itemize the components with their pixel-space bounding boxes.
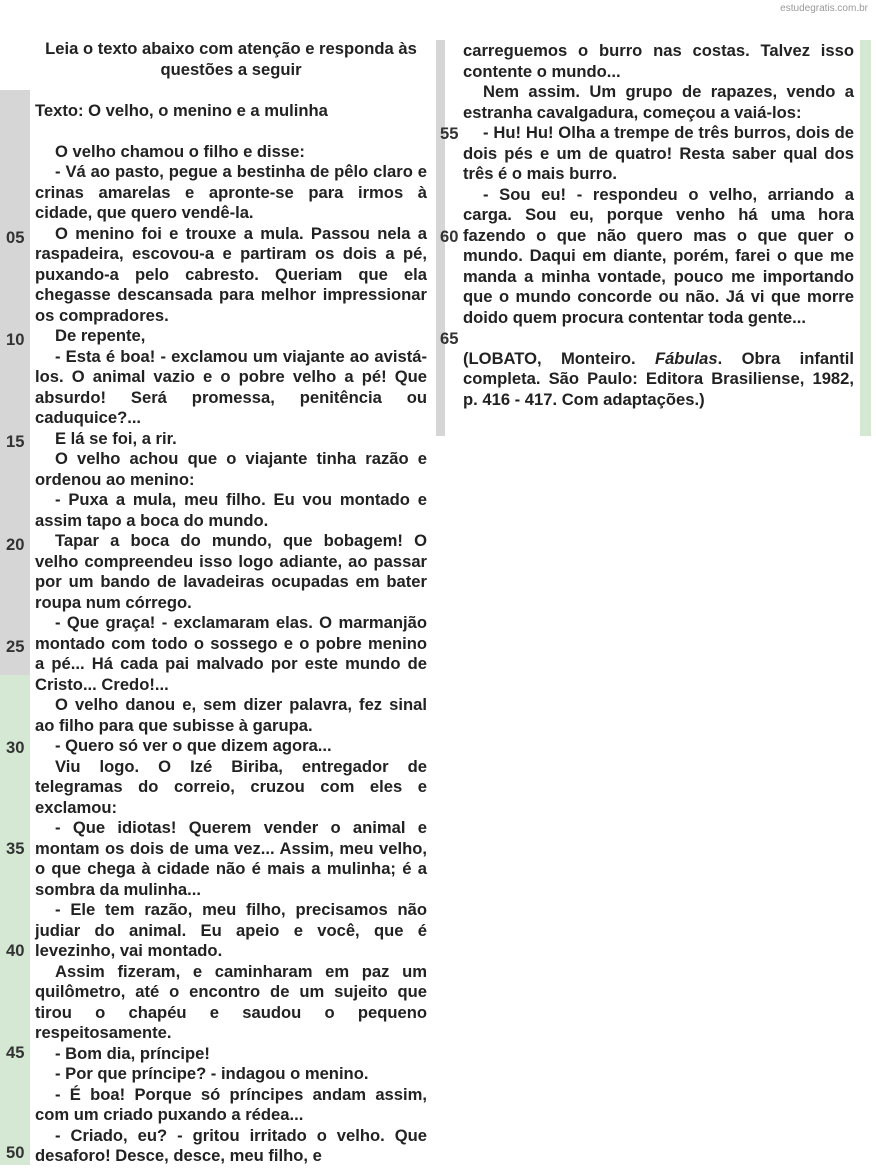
paragraph: - Criado, eu? - gritou irritado o velho. Que desaforo! Desce, desce, meu filho, e: [35, 1125, 427, 1165]
paragraph: - Que graça! - exclamaram elas. O marmanjão montado com todo o sossego e o pobre menino a pé... Há cada pai malvado por este mundo de Cristo... Credo!...: [35, 613, 427, 694]
paragraph: - Sou eu! - respondeu o velho, arriando a carga. Sou eu, porque venho há uma hora fazendo o que não quero mas o que quer o mundo. Daqui em diante, porém, farei o que me manda a minha vontade, pouco me importando que o mundo concorde ou não. Já vi que morre doido quem procura contentar toda gente...: [463, 184, 854, 327]
paragraph: - Esta é boa! - exclamou um viajante ao avistá-los. O animal vazio e o pobre velho a pé! Que absurdo! Será promessa, penitência ou caduquice?...: [35, 346, 427, 427]
line-number: 35: [6, 839, 25, 858]
paragraph: Nem assim. Um grupo de rapazes, vendo a estranha cavalgadura, começou a vaiá-los:: [463, 82, 854, 122]
right-column: [463, 41, 854, 410]
paragraph: O velho chamou o filho e disse:: [55, 141, 305, 161]
line-number: 30: [6, 738, 25, 757]
line-number: 20: [6, 535, 25, 554]
left-column: [35, 39, 427, 1167]
paragraph: Assim fizeram, e caminharam em paz um quilômetro, até o encontro de um sujeito que tirou o chapéu e saudou o pequeno respeitosamente.: [35, 961, 427, 1042]
line-number: 45: [6, 1043, 25, 1062]
text-title: Texto: O velho, o menino e a mulinha: [35, 100, 328, 120]
line-number: 55: [440, 124, 459, 143]
line-number: 50: [6, 1143, 25, 1162]
paragraph: O menino foi e trouxe a mula. Passou nela a raspadeira, escovou-a e partiram os dois a pé, puxando-a pelo cabresto. Queriam que ela chegasse descansada para melhor impressionar os compradores.: [35, 223, 427, 325]
paragraph: Viu logo. O Izé Biriba, entregador de telegramas do correio, cruzou com eles e exclamou:: [35, 756, 427, 817]
watermark: estudegratis.com.br: [780, 3, 868, 14]
paragraph: Tapar a boca do mundo, que bobagem! O velho compreendeu isso logo adiante, ao passar por um bando de lavadeiras ocupadas em bater roupa num córrego.: [35, 531, 427, 612]
paragraph: - Por que príncipe? - indagou o menino.: [55, 1064, 369, 1083]
paragraph: - Ele tem razão, meu filho, precisamos não judiar do animal. Eu apeio e você, que é levezinho, vai montado.: [35, 900, 427, 960]
line-number: 05: [6, 228, 25, 247]
right-green-bar: [860, 40, 871, 436]
paragraph: O velho danou e, sem dizer palavra, fez sinal ao filho para que subisse à garupa.: [35, 695, 427, 735]
citation-details: . Obra infantil completa. São Paulo: Editora Brasiliense, 1982, p. 416 - 417. Com adaptações.): [463, 348, 854, 409]
paragraph: - É boa! Porque só príncipes andam assim, com um criado puxando a rédea...: [35, 1084, 427, 1124]
paragraph: - Puxa a mula, meu filho. Eu vou montado e assim tapo a boca do mundo.: [35, 490, 427, 530]
paragraph: carreguemos o burro nas costas. Talvez isso contente o mundo...: [463, 41, 854, 81]
left-gray-bar: [0, 90, 30, 675]
line-number: 65: [440, 329, 459, 348]
paragraph: - Quero só ver o que dizem agora...: [55, 736, 332, 755]
paragraph: - Que idiotas! Querem vender o animal e montam os dois de uma vez... Assim, meu velho, o que chega à cidade não é mais a mulinha; é a sombra da mulinha...: [35, 818, 427, 899]
paragraph: De repente,: [55, 326, 146, 345]
paragraph: - Hu! Hu! Olha a trempe de três burros, dois de dois pés e um de quatro! Resta saber qual dos três é o mais burro.: [463, 123, 854, 183]
citation-author: (LOBATO, Monteiro.: [463, 348, 655, 368]
line-number: 25: [6, 637, 25, 656]
line-number: 10: [6, 330, 25, 349]
paragraph: E lá se foi, a rir.: [55, 428, 177, 448]
line-number: 40: [6, 941, 25, 960]
page-heading: Leia o texto abaixo com atenção e responda às questões a seguir: [45, 39, 417, 79]
line-number: 15: [6, 432, 25, 451]
line-number: 60: [440, 227, 459, 246]
paragraph: - Bom dia, príncipe!: [55, 1043, 210, 1063]
paragraph: - Vá ao pasto, pegue a bestinha de pêlo claro e crinas amarelas e apronte-se para irmos à cidade, que quero vendê-la.: [35, 162, 427, 222]
citation-book-title: Fábulas: [654, 348, 718, 368]
paragraph: O velho achou que o viajante tinha razão e ordenou ao menino:: [35, 449, 427, 489]
citation: [463, 349, 854, 411]
